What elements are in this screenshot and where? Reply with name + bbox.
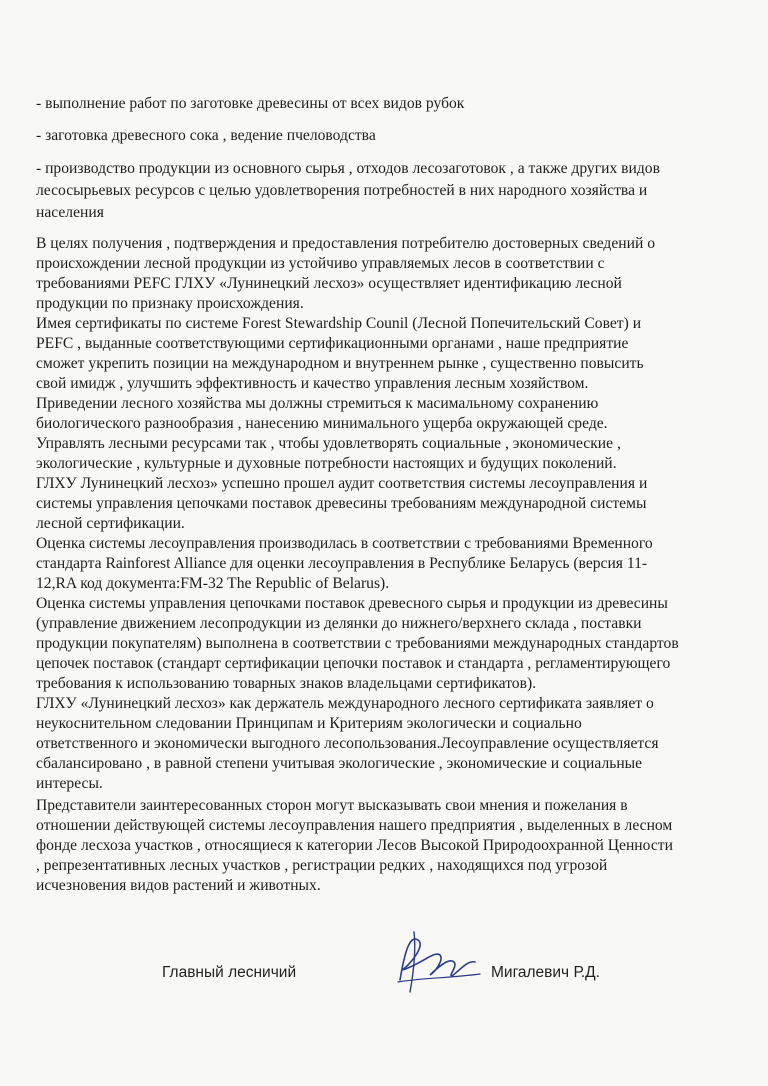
text-line: Управлять лесными ресурсами так , чтобы удовлетворять социальные , экономические , (36, 435, 621, 452)
text-line: требования к использованию товарных знаков владельцами сертификатов). (36, 675, 537, 692)
text-line: системы управления цепочками поставок древесины требованиям международной системы (36, 495, 647, 512)
text-line: лесной сертификации. (36, 515, 185, 532)
text-line: Представители заинтересованных сторон могут высказывать свои мнения и пожелания в (36, 797, 628, 814)
text-line: сможет укрепить позиции на международном и внутреннем рынке , существенно повысить (36, 355, 644, 372)
text-line: - заготовка древесного сока , ведение пчеловодства (36, 127, 376, 144)
text-line: исчезновения видов растений и животных. (36, 877, 321, 894)
text-line: населения (36, 204, 104, 221)
text-line: продукции покупателям) выполнена в соответствии с требованиями международных стандартов (36, 635, 679, 652)
text-line: происхождении лесной продукции из устойчиво управляемых лесов в соответствии с (36, 255, 605, 272)
text-line: (управление движением лесопродукции из делянки до нижнего/верхнего склада , поставки (36, 615, 642, 632)
text-line: интересы. (36, 775, 103, 792)
text-line: ГЛХУ «Лунинецкий лесхоз» как держатель международного лесного сертификата заявляет о (36, 695, 654, 712)
text-line: - производство продукции из основного сырья , отходов лесозаготовок , а также других видов (36, 160, 660, 177)
text-line: экологические , культурные и духовные потребности настоящих и будущих поколений. (36, 455, 617, 472)
text-line: биологического разнообразия , нанесению минимального ущерба окружающей среде. (36, 415, 608, 432)
text-line: 12,RA код документа:FM-32 The Republic of Belarus). (36, 575, 390, 592)
text-line: неукоснительном следовании Принципам и Критериям экологически и социально (36, 715, 582, 732)
text-line: ГЛХУ Лунинецкий лесхоз» успешно прошел аудит соответствия системы лесоуправления и (36, 475, 648, 492)
text-line: В целях получения , подтверждения и предоставления потребителю достоверных сведений о (36, 235, 656, 252)
text-line: Оценка системы лесоуправления производилась в соответствии с требованиями Временного (36, 535, 653, 552)
text-line: Оценка системы управления цепочками поставок древесного сырья и продукции из древесины (36, 595, 668, 612)
text-line: - выполнение работ по заготовке древесины от всех видов рубок (36, 95, 465, 112)
text-line: продукции по признаку происхождения. (36, 295, 304, 312)
text-line: свой имидж , улучшить эффективность и качество управления лесным хозяйством. (36, 375, 589, 392)
text-line: , репрезентативных лесных участков , регистрации редких , находящихся под угрозой (36, 857, 608, 874)
text-line: ответственного и экономически выгодного лесопользования.Лесоуправление осуществляется (36, 735, 659, 752)
signatory-title: Главный лесничий (162, 964, 297, 981)
text-line: фонде лесхоза участков , относящиеся к категории Лесов Высокой Природоохранной Ценности (36, 837, 673, 854)
text-line: сбалансировано , в равной степени учитывая экологические , экономические и социальные (36, 755, 643, 772)
text-line: PEFC , выданные соответствующими сертификационными органами , наше предприятие (36, 335, 629, 352)
text-line: стандарта Rainforest Alliance для оценки лесоуправления в Республике Беларусь (версия 11- (36, 555, 648, 572)
text-line: требованиями PEFC ГЛХУ «Лунинецкий лесхоз» осуществляет идентификацию лесной (36, 275, 622, 292)
handwritten-signature (380, 920, 490, 1000)
text-line: лесосырьевых ресурсов с целью удовлетворения потребностей в них народного хозяйства и (36, 182, 648, 199)
text-line: Имея сертификаты по системе Forest Stewardship Counil (Лесной Попечительский Совет) и (36, 315, 642, 332)
text-line: цепочек поставок (стандарт сертификации цепочки поставок и стандарта , регламентирующего (36, 655, 671, 672)
signatory-name: Мигалевич Р.Д. (491, 964, 600, 981)
text-line: Приведении лесного хозяйства мы должны стремиться к масимальному сохранению (36, 395, 599, 412)
text-line: отношении действующей системы лесоуправления нашего предприятия , выделенных в лесном (36, 817, 673, 834)
